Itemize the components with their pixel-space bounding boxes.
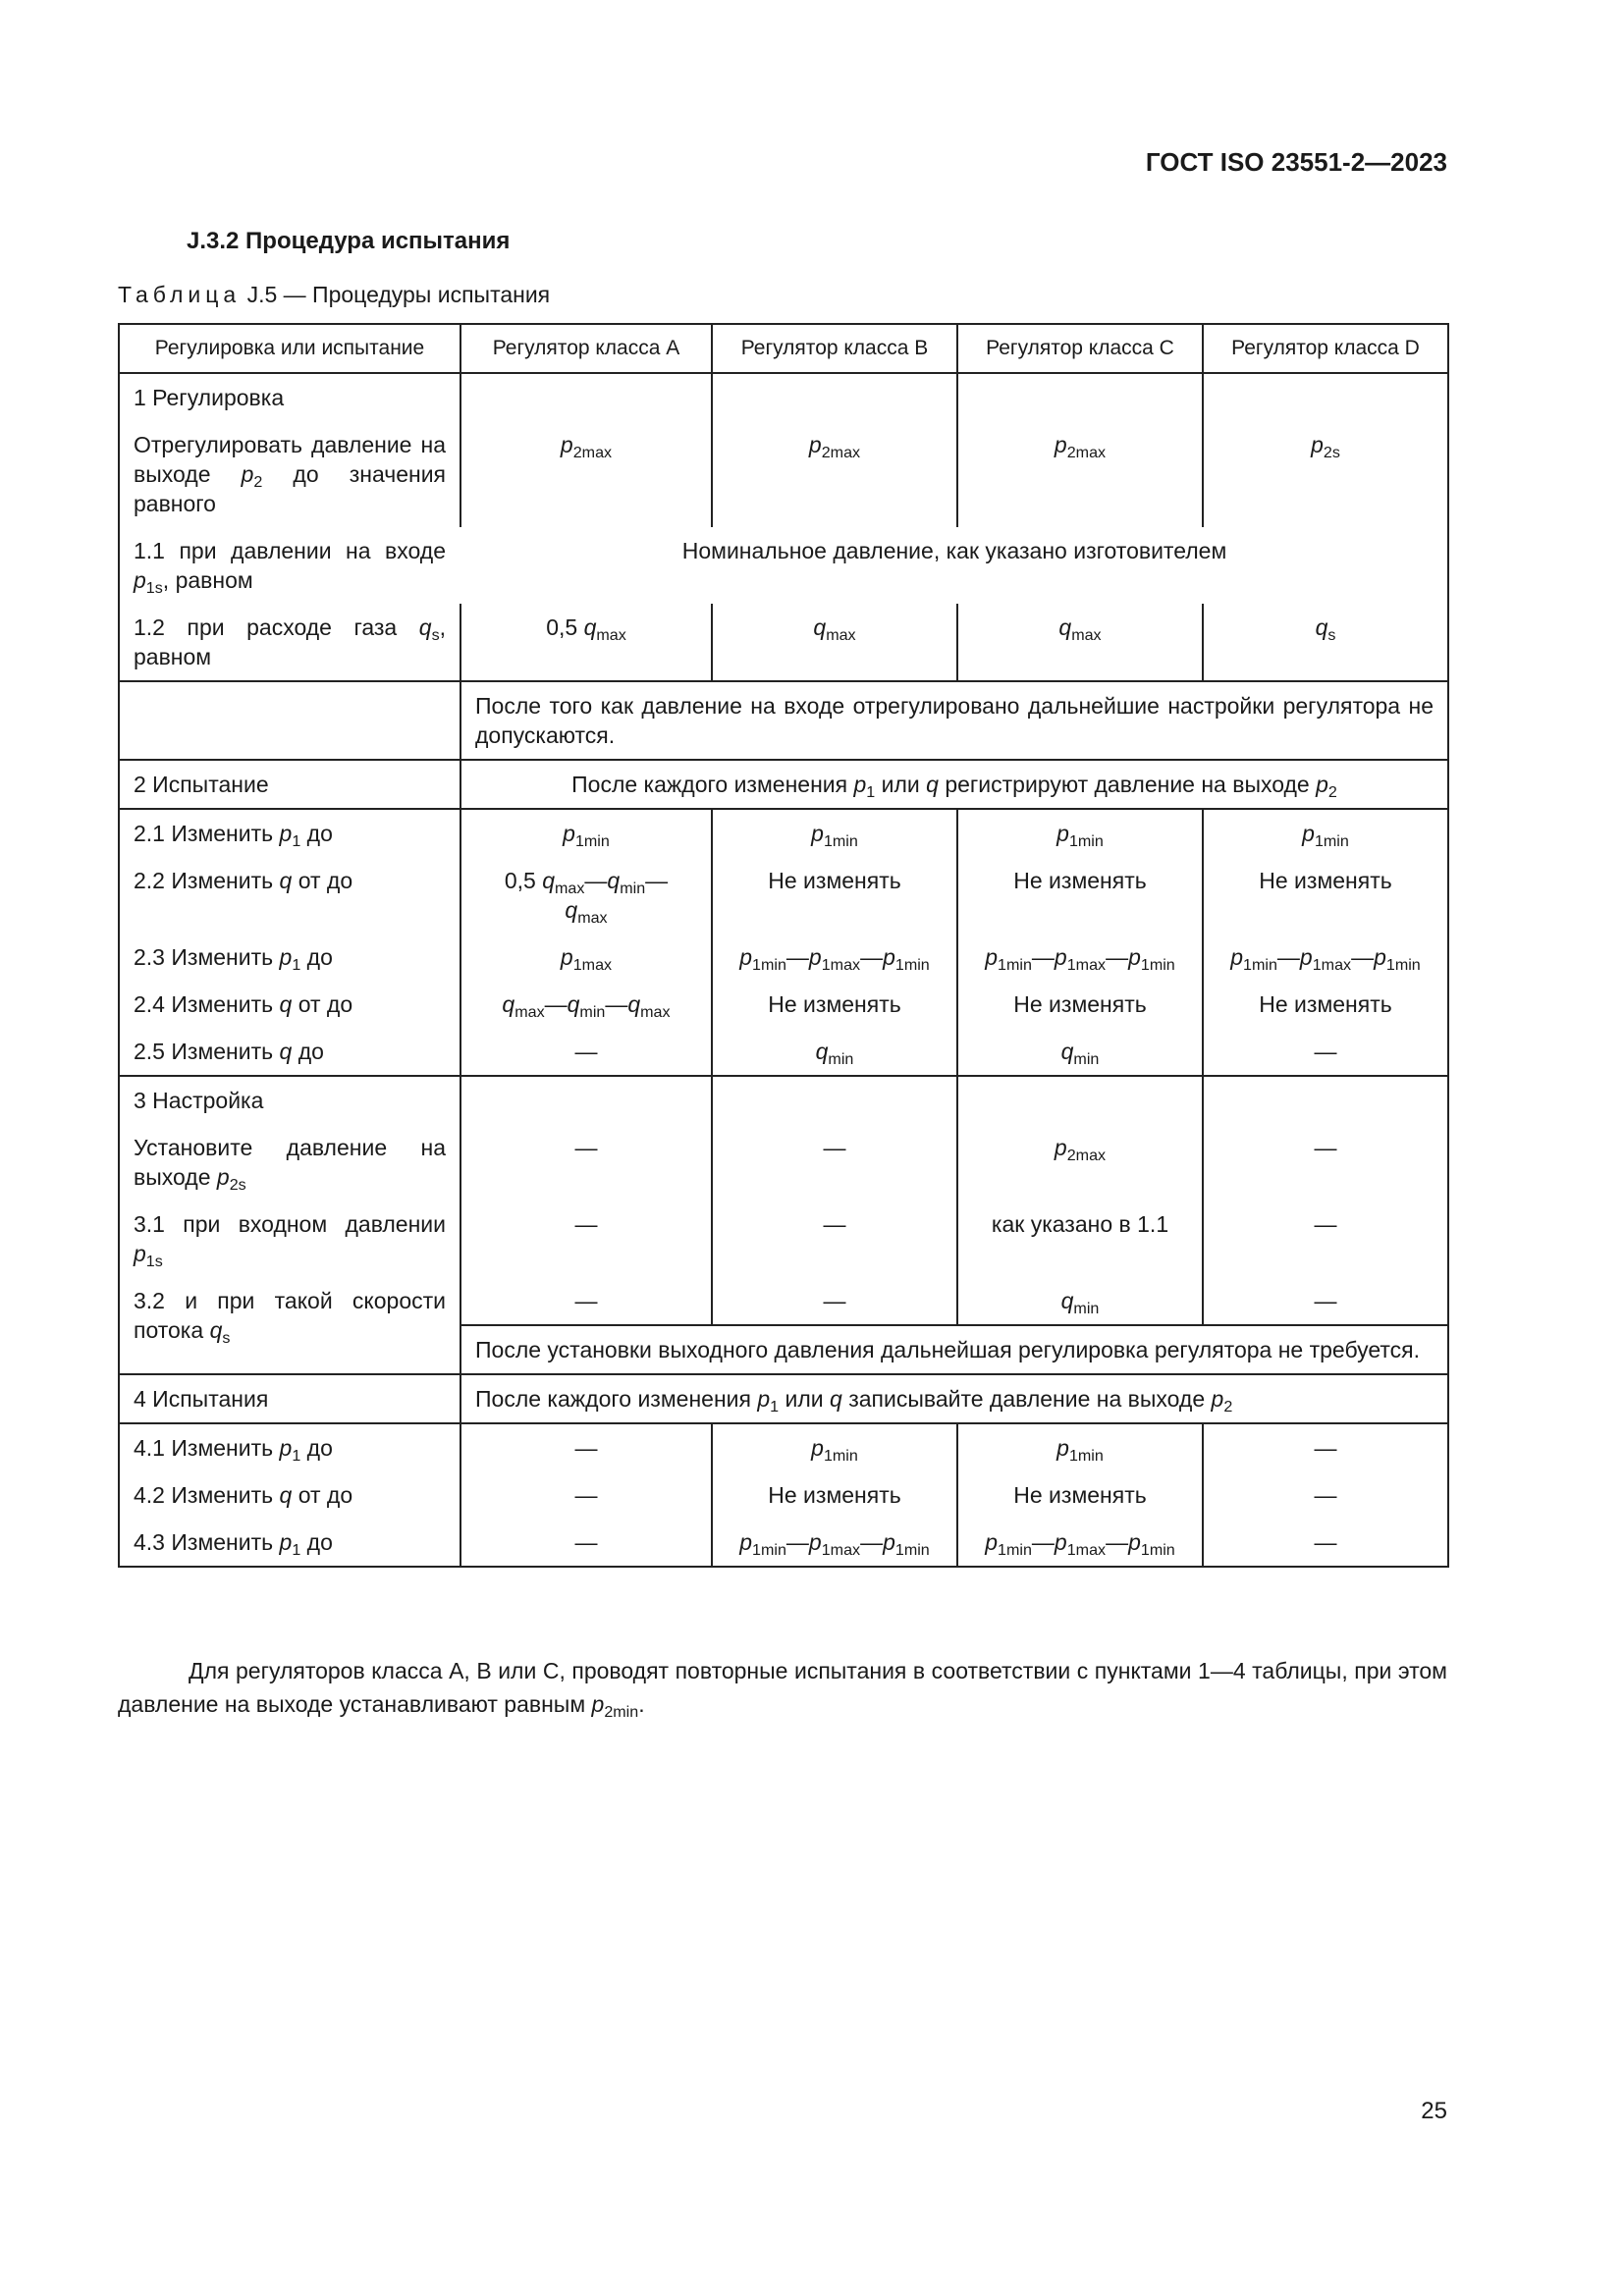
class-a-value: $p_{1min}$ (460, 809, 712, 857)
class-b-value: $q_{min}$ (712, 1028, 957, 1076)
section-4-title: 4 Испытания (119, 1374, 460, 1423)
table-row (119, 1374, 1448, 1423)
table-row (119, 1124, 1448, 1201)
class-c-value: $p_{1min}—p_{1max}—p_{1min}$ (957, 1519, 1203, 1567)
table-row (119, 1471, 1448, 1519)
row-3-1-label: 3.1 при входном давлении $p_{1s}$ (119, 1201, 460, 1277)
row-4-2-label: 4.2 Изменить q от до (119, 1471, 460, 1519)
class-b-value: — (712, 1124, 957, 1201)
section-4-instruction: После каждого изменения $p_1$ или q записывайте давление на выходе $p_2$ (460, 1374, 1448, 1423)
table-row (119, 760, 1448, 809)
column-header: Регулятор класса А (460, 324, 712, 373)
row-2-3-label: 2.3 Изменить $p_1$ до (119, 934, 460, 981)
class-d-value: Не изменять (1203, 857, 1448, 934)
row-3-2-label: 3.2 и при такой скорости потока $q_s$ (119, 1277, 460, 1374)
class-a-value: 0,5 $q_{max}$ (460, 604, 712, 681)
table-row (119, 857, 1448, 934)
table-row (119, 1277, 1448, 1325)
set-outlet-pressure-label: Установите давление на выходе $p_{2s}$ (119, 1124, 460, 1201)
class-b-value: Не изменять (712, 1471, 957, 1519)
class-c-value: $q_{min}$ (957, 1028, 1203, 1076)
row-2-1-label: 2.1 Изменить $p_1$ до (119, 809, 460, 857)
table-row (119, 1423, 1448, 1471)
class-b-value: Не изменять (712, 857, 957, 934)
class-c-value: $p_{1min}$ (957, 809, 1203, 857)
table-row (119, 604, 1448, 681)
class-c-value: как указано в 1.1 (957, 1201, 1203, 1277)
class-c-value: $p_{1min}$ (957, 1423, 1203, 1471)
column-header: Регулятор класса С (957, 324, 1203, 373)
class-b-value: — (712, 1277, 957, 1325)
table-row (119, 981, 1448, 1028)
class-c-value: $q_{min}$ (957, 1277, 1203, 1325)
table-row (119, 809, 1448, 857)
table-header-row (119, 324, 1448, 373)
table-row (119, 1519, 1448, 1567)
class-b-value: $p_{1min}—p_{1max}—p_{1min}$ (712, 934, 957, 981)
class-b-value: $p_{2max}$ (712, 421, 957, 527)
row-2-2-label: 2.2 Изменить q от до (119, 857, 460, 934)
row-1-1-value: Номинальное давление, как указано изготовителем (460, 527, 1448, 604)
table-caption (118, 282, 550, 308)
class-d-value: Не изменять (1203, 981, 1448, 1028)
class-d-value: $p_{1min}—p_{1max}—p_{1min}$ (1203, 934, 1448, 981)
repeat-test-note: Для регуляторов класса А, В или С, проводят повторные испытания в соответствии с пунктами 1—4 таблицы, при этом давление на выходе устанавливают равным $p_{2min}$. (118, 1658, 1447, 1721)
column-header: Регулятор класса В (712, 324, 957, 373)
table-row (119, 1201, 1448, 1277)
class-a-value: — (460, 1471, 712, 1519)
column-header: Регулировка или испытание (119, 324, 460, 373)
table-row (119, 527, 1448, 604)
row-4-1-label: 4.1 Изменить $p_1$ до (119, 1423, 460, 1471)
class-c-value: Не изменять (957, 857, 1203, 934)
class-d-value: — (1203, 1201, 1448, 1277)
section-2-instruction: После каждого изменения $p_1$ или q регистрируют давление на выходе $p_2$ (460, 760, 1448, 809)
class-d-value: — (1203, 1028, 1448, 1076)
row-1-2-label: 1.2 при расходе газа $q_s$, равном (119, 604, 460, 681)
class-d-value: — (1203, 1124, 1448, 1201)
class-c-value: $p_{2max}$ (957, 421, 1203, 527)
class-c-value: $p_{1min}—p_{1max}—p_{1min}$ (957, 934, 1203, 981)
class-a-value: $q_{max}—q_{min}—q_{max}$ (460, 981, 712, 1028)
section-title: J.3.2 Процедура испытания (187, 228, 511, 254)
class-b-value: $p_{1min}$ (712, 1423, 957, 1471)
class-d-value: — (1203, 1277, 1448, 1325)
class-a-value: — (460, 1201, 712, 1277)
table-row (119, 421, 1448, 527)
table-row (119, 1028, 1448, 1076)
class-c-value: Не изменять (957, 1471, 1203, 1519)
class-a-value: — (460, 1124, 712, 1201)
class-b-value: Не изменять (712, 981, 957, 1028)
class-a-value: — (460, 1519, 712, 1567)
table-row (119, 681, 1448, 760)
class-d-value: $q_s$ (1203, 604, 1448, 681)
adjustment-note: После того как давление на входе отрегулировано дальнейшие настройки регулятора не допускаются. (460, 681, 1448, 760)
table-row (119, 373, 1448, 421)
section-3-title: 3 Настройка (119, 1076, 460, 1124)
class-a-value: $p_{2max}$ (460, 421, 712, 527)
table-row (119, 1076, 1448, 1124)
section-1-title: 1 Регулировка (119, 373, 460, 421)
class-c-value: Не изменять (957, 981, 1203, 1028)
class-b-value: — (712, 1201, 957, 1277)
class-d-value: — (1203, 1423, 1448, 1471)
class-d-value: $p_{1min}$ (1203, 809, 1448, 857)
document-code: ГОСТ ISO 23551-2—2023 (1145, 147, 1447, 177)
class-b-value: $p_{1min}—p_{1max}—p_{1min}$ (712, 1519, 957, 1567)
class-a-value: — (460, 1028, 712, 1076)
row-4-3-label: 4.3 Изменить $p_1$ до (119, 1519, 460, 1567)
class-a-value: $p_{1max}$ (460, 934, 712, 981)
class-a-value: 0,5 $q_{max}—q_{min}—$ $q_{max}$ (460, 857, 712, 934)
row-2-5-label: 2.5 Изменить q до (119, 1028, 460, 1076)
class-c-value: $p_{2max}$ (957, 1124, 1203, 1201)
class-b-value: $p_{1min}$ (712, 809, 957, 857)
row-1-1-label: 1.1 при давлении на входе $p_{1s}$, равном (119, 527, 460, 604)
table-caption-text: J.5 — Процедуры испытания (246, 282, 551, 307)
column-header: Регулятор класса D (1203, 324, 1448, 373)
test-procedure-table (118, 323, 1449, 1568)
section-2-title: 2 Испытание (119, 760, 460, 809)
class-a-value: — (460, 1277, 712, 1325)
table-row (119, 934, 1448, 981)
class-d-value: — (1203, 1519, 1448, 1567)
row-2-4-label: 2.4 Изменить q от до (119, 981, 460, 1028)
class-c-value: $q_{max}$ (957, 604, 1203, 681)
class-d-value: $p_{2s}$ (1203, 421, 1448, 527)
class-b-value: $q_{max}$ (712, 604, 957, 681)
setting-note: После установки выходного давления дальнейшая регулировка регулятора не требуется. (460, 1325, 1448, 1374)
class-d-value: — (1203, 1471, 1448, 1519)
adjust-outlet-pressure-label: Отрегулировать давление на выходе $p_2$ до значения равного (119, 421, 460, 527)
table-caption-label: Таблица (118, 282, 242, 307)
page-number: 25 (1421, 2098, 1447, 2124)
class-a-value: — (460, 1423, 712, 1471)
